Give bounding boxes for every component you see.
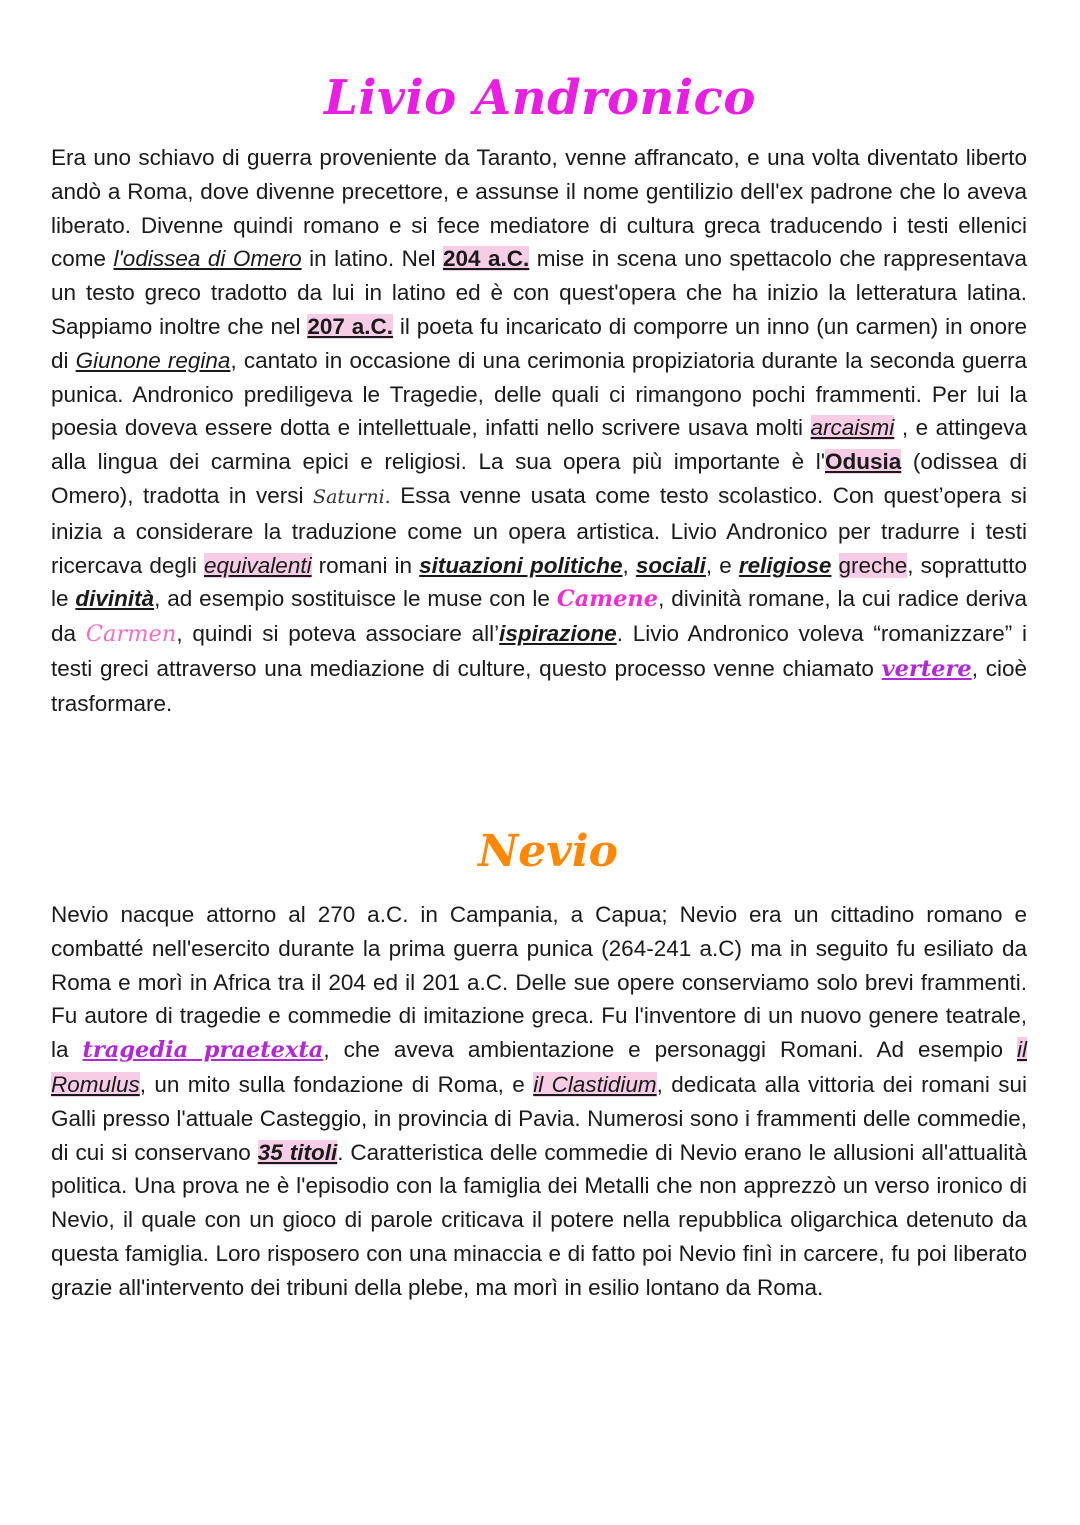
paragraph-nevio: [51, 898, 1027, 1305]
text-run: , dedicata alla vittoria dei romani sui Galli presso l'attuale Casteggio, in provincia di Pavia. Numerosi sono i frammenti delle commedie, di cui si conservano: [51, 1071, 1028, 1165]
text-run: , e: [705, 552, 739, 578]
script-camene: Camene: [556, 586, 659, 613]
text-run: in latino. Nel: [301, 246, 443, 272]
emphasis-giunone-regina: Giunone regina: [75, 347, 231, 373]
highlight-equivalenti: equivalenti: [204, 552, 312, 578]
text-run: , quindi si poteva associare all’: [176, 621, 500, 647]
emphasis-ispirazione: ispirazione: [499, 621, 617, 647]
script-saturni: Saturni.: [313, 485, 391, 508]
text-run: , un mito sulla fondazione di Roma, e: [139, 1071, 534, 1097]
script-vertere: vertere: [881, 655, 972, 682]
text-run: ,: [622, 552, 636, 578]
text-run: . Caratteristica delle commedie di Nevio erano le allusioni all'attualità politica. Una prova ne è l'episodio con la famiglia dei Metalli che non apprezzò un verso ironico di Nevio, il quale con un gioco di parole criticava il potere nella repubblica oligarchica detenuto da questa famiglia. Loro risposero con una minaccia e di fatto poi Nevio finì in carcere, fu poi liberato grazie all'intervento dei tribuni della plebe, ma morì in esilio lontano da Roma.: [51, 1139, 1028, 1300]
emphasis-religiose: religiose: [738, 552, 832, 578]
text-run: Era uno schiavo di guerra proveniente da Taranto, venne affrancato, e una volta diventato liberto andò a Roma, dove divenne precettore, e assunse il nome gentilizio dell'ex padrone che lo aveva liberato. Divenne quindi romano e si fece mediatore di cultura greca traducendo i testi ellenici come: [51, 145, 1027, 272]
highlight-clastidium: il Clastidium: [533, 1071, 657, 1097]
highlight-date-204: 204 a.C.: [442, 246, 530, 272]
paragraph-livio-andronico: [51, 141, 1027, 721]
highlight-odusia: Odusia: [825, 449, 902, 475]
script-tragedia-praetexta: tragedia praetexta: [82, 1037, 324, 1064]
text-run: , ad esempio sostituisce le muse con le: [154, 586, 557, 612]
emphasis-odissea: l'odissea di Omero: [113, 246, 302, 272]
text-run: , soprattutto le: [51, 552, 1027, 612]
text-run: , e attingeva alla lingua dei carmina epici e religiosi. La sua opera più importante è l': [51, 415, 1027, 475]
highlight-greche: greche: [838, 552, 908, 578]
highlight-arcaismi: arcaismi: [810, 415, 895, 441]
text-run: mise in scena uno spettacolo che rappresentava un testo greco tradotto da lui in latino ed è con quest'opera che ha inizio la letteratura latina. Sappiamo inoltre che nel: [51, 246, 1028, 339]
section-title-livio-andronico: Livio Andronico: [324, 70, 756, 126]
text-run: . Livio Andronico voleva “romanizzare” i testi greci attraverso una mediazione di culture, questo processo venne chiamato: [51, 621, 1027, 681]
text-run: , che aveva ambientazione e personaggi Romani. Ad esempio: [323, 1037, 1018, 1063]
text-run: , cioè trasformare.: [51, 655, 1028, 716]
text-run: Nevio nacque attorno al 270 a.C. in Campania, a Capua; Nevio era un cittadino romano e combatté nell'esercito durante la prima guerra punica (264-241 a.C) ma in seguito fu esiliato da Roma e morì in Africa tra il 204 ed il 201 a.C. Delle sue opere conserviamo solo brevi frammenti. Fu autore di tragedie e commedie di imitazione greca. Fu l'inventore di un nuovo genere teatrale, la: [51, 902, 1027, 1063]
section-title-nevio: Nevio: [478, 826, 618, 877]
highlight-date-207: 207 a.C.: [307, 313, 394, 339]
emphasis-divinita: divinità: [75, 586, 155, 612]
script-carmen: Carmen: [85, 621, 177, 648]
text-run: , cantato in occasione di una cerimonia propiziatoria durante la seconda guerra punica. Andronico prediligeva le Tragedie, delle quali ci rimangono pochi frammenti. Per lui la poesia doveva essere dotta e intellettuale, infatti nello scrivere usava molti: [51, 347, 1028, 441]
text-run: , divinità romane, la cui radice deriva da: [51, 586, 1027, 647]
text-run: Essa venne usata come testo scolastico. Con quest’opera si inizia a considerare la traduzione come un opera artistica. Livio Andronico per tradurre i testi ricercava degli: [51, 482, 1027, 578]
highlight-35-titoli: 35 titoli: [257, 1139, 338, 1165]
emphasis-situazioni-politiche: situazioni politiche: [419, 552, 623, 578]
text-run: (odissea di Omero), tradotta in versi: [51, 449, 1028, 508]
emphasis-sociali: sociali: [635, 552, 706, 578]
text-run: il poeta fu incaricato di comporre un inno (un carmen) in onore di: [51, 313, 1027, 373]
text-run: romani in: [311, 552, 420, 578]
highlight-romulus: il Romulus: [51, 1037, 1028, 1097]
text-run: [831, 553, 838, 578]
